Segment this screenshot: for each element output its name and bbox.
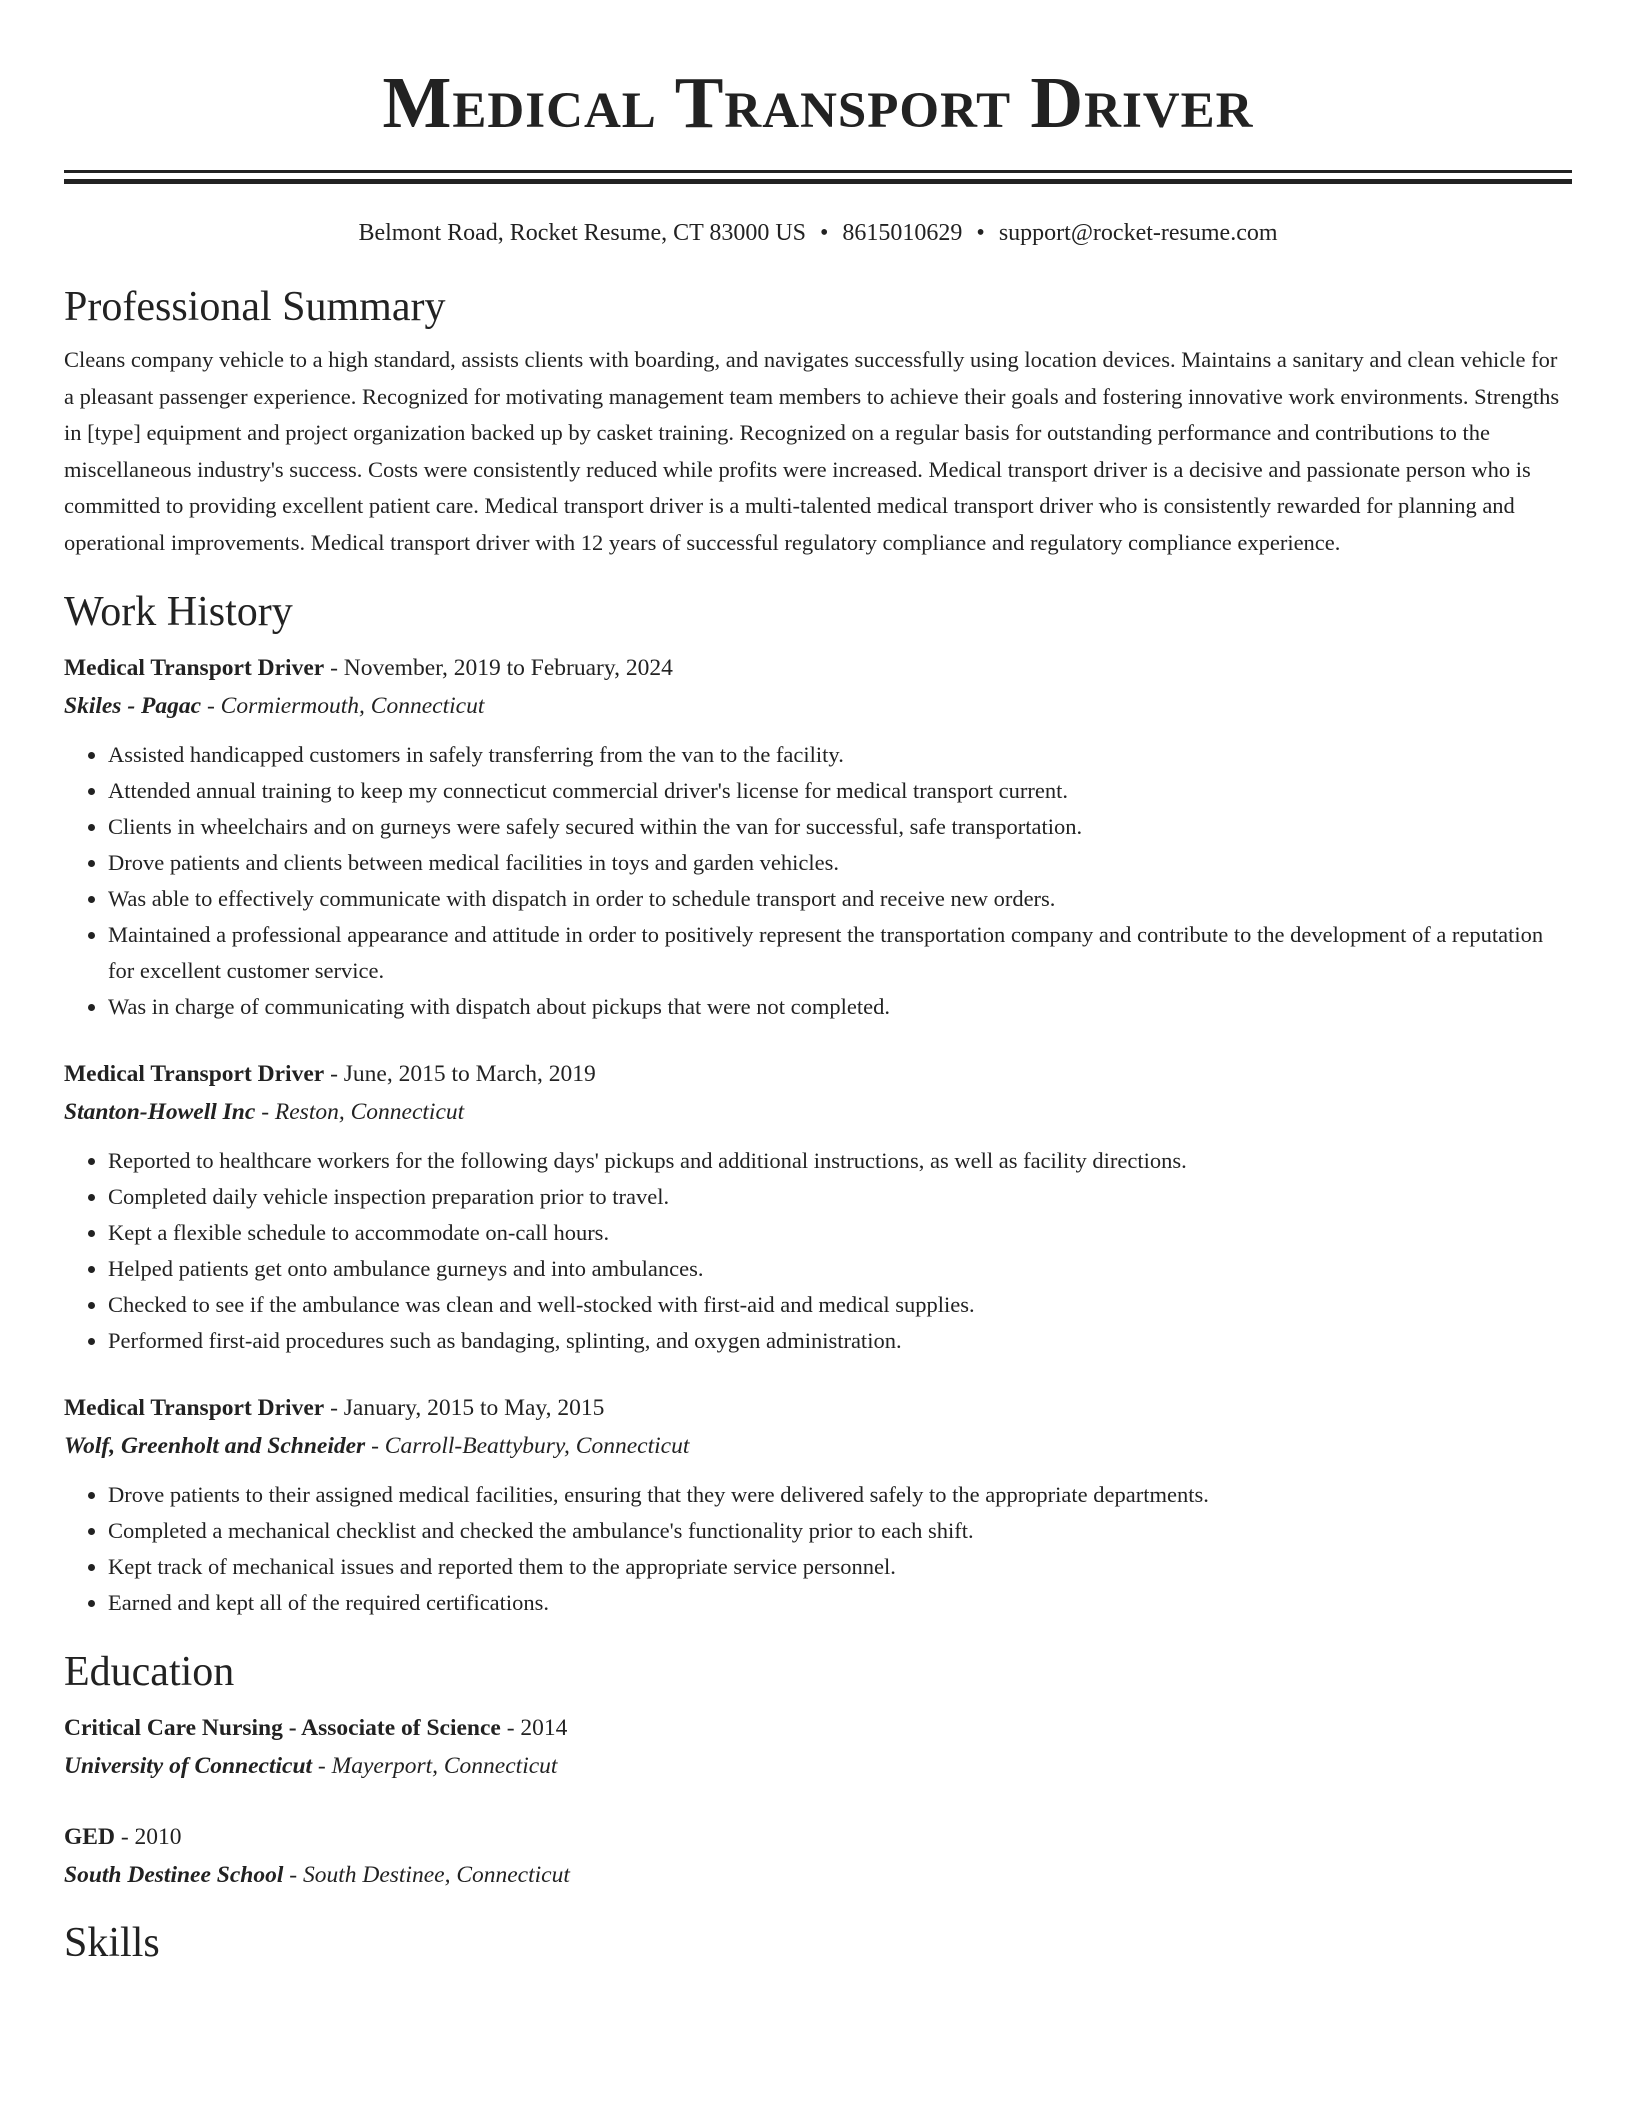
job-company: Skiles - Pagac: [64, 693, 202, 719]
contact-separator: •: [976, 220, 985, 246]
summary-text: Cleans company vehicle to a high standard, assists clients with boarding, and navigates successfully using location devices. Maintains a sanitary and clean vehicle for a pleasant passenger experience. Recognized for motivating management team members to achieve their goals and fostering innovative work environments. Strengths in [type] equipment and project organization backed up by casket training. Recognized on a regular basis for outstanding performance and contributions to the miscellaneous industry's success. Costs were consistently reduced while profits were increased. Medical transport driver is a decisive and passionate person who is committed to providing excellent patient care. Medical transport driver is a multi-talented medical transport driver who is consistently rewarded for planning and operational improvements. Medical transport driver with 12 years of successful regulatory compliance and regulatory compliance experience.: [64, 347, 1560, 555]
job-entry: [64, 1055, 1572, 1359]
job-location: Carroll-Beattybury, Connecticut: [384, 1433, 690, 1459]
education-year: 2014: [520, 1715, 568, 1741]
education-entry: [64, 1818, 1572, 1894]
job-title: Medical Transport Driver: [64, 655, 325, 681]
job-bullet: • Clients in wheelchairs and on gurneys were safely secured within the van for successful, safe transportation.: [108, 809, 1572, 845]
education-location: Mayerport, Connecticut: [331, 1753, 558, 1779]
job-dates: January, 2015 to May, 2015: [343, 1395, 605, 1421]
job-bullet: • Attended annual training to keep my connecticut commercial driver's license for medical transport current.: [108, 773, 1572, 809]
contact-email: support@rocket-resume.com: [998, 220, 1278, 246]
job-bullet: • Was able to effectively communicate with dispatch in order to schedule transport and receive new orders.: [108, 881, 1572, 917]
job-bullet: • Completed daily vehicle inspection preparation prior to travel.: [108, 1179, 1572, 1215]
job-bullets: [64, 737, 1572, 1025]
job-dates: November, 2019 to February, 2024: [343, 655, 673, 681]
education-degree-line: GED - 2010: [64, 1824, 182, 1850]
job-bullet: • Completed a mechanical checklist and checked the ambulance's functionality prior to each shift.: [108, 1513, 1572, 1549]
job-location: Cormiermouth, Connecticut: [220, 693, 485, 719]
job-company: Wolf, Greenholt and Schneider: [64, 1433, 366, 1459]
summary-heading: Professional Summary: [64, 284, 446, 330]
job-bullet: • Assisted handicapped customers in safely transferring from the van to the facility.: [108, 737, 1572, 773]
education-year: 2010: [134, 1824, 182, 1850]
education-school: South Destinee School: [64, 1862, 284, 1888]
header-divider-thick: [64, 170, 1572, 173]
contact-phone: 8615010629: [842, 220, 963, 246]
job-dates: June, 2015 to March, 2019: [343, 1061, 596, 1087]
contact-separator: •: [820, 220, 829, 246]
education-entry: [64, 1709, 1572, 1785]
job-bullet: • Earned and kept all of the required certifications.: [108, 1585, 1572, 1621]
job-bullets: [64, 1143, 1572, 1359]
education-location: South Destinee, Connecticut: [302, 1862, 570, 1888]
education-degree-line: Critical Care Nursing - Associate of Science - 2014: [64, 1715, 568, 1741]
job-location: Reston, Connecticut: [274, 1099, 465, 1125]
education-heading: Education: [64, 1649, 235, 1695]
job-entry: [64, 649, 1572, 1025]
work-history-heading: Work History: [64, 589, 293, 635]
education-school: University of Connecticut: [64, 1753, 313, 1779]
resume-page: [64, 0, 1572, 1968]
skills-heading: Skills: [64, 1920, 160, 1966]
education-school-line: South Destinee School - South Destinee, Connecticut: [64, 1862, 570, 1888]
education-degree: GED: [64, 1824, 115, 1850]
job-entry: [64, 1389, 1572, 1621]
job-title-line: Medical Transport Driver - January, 2015 to May, 2015: [64, 1395, 605, 1421]
job-bullet: • Drove patients and clients between medical facilities in toys and garden vehicles.: [108, 845, 1572, 881]
job-title-line: Medical Transport Driver - June, 2015 to March, 2019: [64, 1061, 596, 1087]
job-title: Medical Transport Driver: [64, 1061, 325, 1087]
header-divider-double: [64, 179, 1572, 184]
contact-line: [64, 218, 1572, 248]
job-bullet: • Was in charge of communicating with dispatch about pickups that were not completed.: [108, 989, 1572, 1025]
job-bullet: • Kept a flexible schedule to accommodate on-call hours.: [108, 1215, 1572, 1251]
education-degree: Critical Care Nursing - Associate of Science: [64, 1715, 501, 1741]
job-company-line: Stanton-Howell Inc - Reston, Connecticut: [64, 1099, 465, 1125]
job-bullets: [64, 1477, 1572, 1621]
resume-name-title: Medical Transport Driver: [382, 62, 1254, 143]
job-bullet: • Performed first-aid procedures such as bandaging, splinting, and oxygen administration.: [108, 1323, 1572, 1359]
job-bullet: • Reported to healthcare workers for the following days' pickups and additional instructions, as well as facility directions.: [108, 1143, 1572, 1179]
job-title: Medical Transport Driver: [64, 1395, 325, 1421]
education-school-line: University of Connecticut - Mayerport, Connecticut: [64, 1753, 558, 1779]
job-company-line: Skiles - Pagac - Cormiermouth, Connecticut: [64, 693, 485, 719]
job-bullet: • Checked to see if the ambulance was clean and well-stocked with first-aid and medical supplies.: [108, 1287, 1572, 1323]
job-bullet: • Helped patients get onto ambulance gurneys and into ambulances.: [108, 1251, 1572, 1287]
job-title-line: Medical Transport Driver - November, 2019 to February, 2024: [64, 655, 673, 681]
job-company: Stanton-Howell Inc: [64, 1099, 256, 1125]
contact-address: Belmont Road, Rocket Resume, CT 83000 US: [358, 220, 807, 246]
job-company-line: Wolf, Greenholt and Schneider - Carroll-Beattybury, Connecticut: [64, 1433, 690, 1459]
job-bullet: • Drove patients to their assigned medical facilities, ensuring that they were delivered safely to the appropriate departments.: [108, 1477, 1572, 1513]
job-bullet: • Kept track of mechanical issues and reported them to the appropriate service personnel.: [108, 1549, 1572, 1585]
job-bullet: • Maintained a professional appearance and attitude in order to positively represent the transportation company and contribute to the development of a reputation for excellent customer service.: [108, 917, 1572, 989]
